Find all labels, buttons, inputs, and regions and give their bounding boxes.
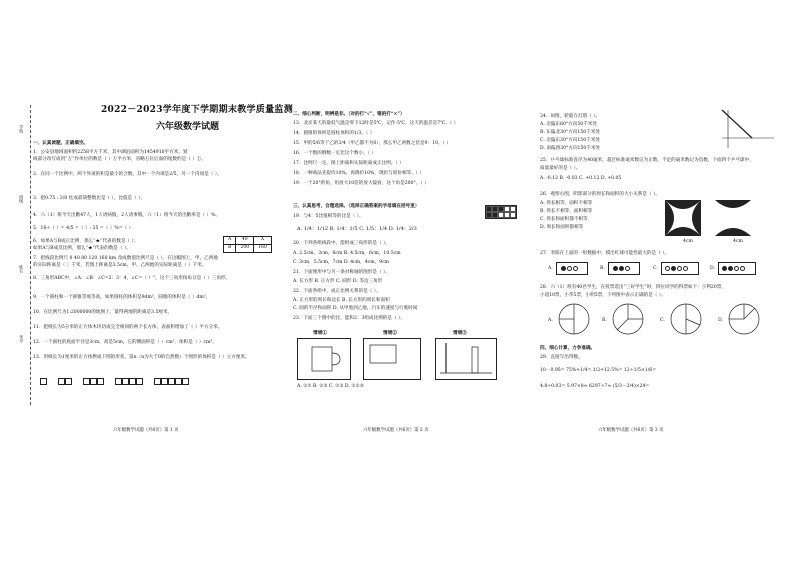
scenario-box-2: [363, 338, 421, 380]
pie-option-d: [728, 303, 760, 335]
question-line: A. -0.12 B. -0.03 C. +0.12 D. +0.05: [540, 176, 622, 181]
question-line: 4．六（1）班今天出勤47人，1人请病假，2人请事假，六（1）班今天的出勤率是（ ）%。: [33, 213, 221, 218]
cube-shape: [83, 378, 90, 385]
red-ball: [728, 266, 733, 271]
question-line: 10．在比例尺为1:2000000的地图上，量得两地的距离是3.5厘米，: [33, 310, 173, 315]
question-line: 2．在同一个比例中，两个外项的积是最小的合数，其中一个内项是2/5，另一个内项是（ ）。: [33, 172, 222, 177]
option-label: B.: [602, 318, 607, 323]
question-line: 的实际距离是（ ）千米，若图上距离是3.5cm，甲、乙两地的实际距离是（ ）千米。: [33, 263, 207, 268]
table-cell: A: [224, 237, 236, 245]
question-line: 20．下列各组线段中，能组成三角形的是（ ）。: [293, 241, 390, 246]
white-ball: [625, 266, 630, 271]
cube-shape: [115, 378, 122, 385]
question-line: B. 周长不相等，面积相等: [540, 209, 593, 214]
scenario-label-1: 情境①: [313, 331, 327, 336]
question-line: C. 周长和面积都不相等: [540, 217, 588, 222]
cube-shape: [168, 378, 175, 385]
table-cell: B: [224, 245, 236, 253]
binding-strip: [18, 105, 31, 405]
answer-options: A. 1/4：1/12 B. 1/4：1/5 C. 1/5：1/4 D. 1/4：2/3: [297, 226, 417, 232]
question-line: 小超10票，小华5票，小明5票，下列图中表示正确的是（ ）。: [540, 293, 666, 298]
page-footer: 六年级数学试题（共6页）第 3 页: [598, 428, 664, 433]
cube-shape: [122, 378, 129, 385]
question-line: 6．如果A与B成正比例，那么“★”代表的数是（ ）；: [33, 239, 139, 244]
question-line: 16．一个数的倒数一定比这个数小。（ ）: [293, 151, 377, 156]
question-line: A. 2.5cm，3cm，6cm B. 4.5cm，6cm，10.5cm: [293, 251, 401, 256]
white-ball: [567, 266, 572, 271]
question-line: 8．三角形ABC中，∠A：∠B：∠C=2：3：4，∠C=（ ）°，这个三角形按角分是（ ）三角形。: [33, 276, 231, 281]
option-label: C.: [653, 266, 658, 271]
side-label-class: 班级: [19, 195, 25, 203]
page-footer: 六年级数学试题（共6页）第 2 页: [363, 428, 429, 433]
section-heading-4: 四、细心计算，力争准确。: [540, 346, 596, 351]
exam-title: 2022－2023学年度下学期期末教学质量监测: [101, 105, 293, 115]
question-line: A. 北偏东60°方向50千米处: [540, 122, 597, 127]
cube-shape: [175, 378, 182, 385]
cube-shape: [40, 378, 47, 385]
shaded-squares-figure: [665, 200, 765, 244]
scenario-box-1: [297, 338, 351, 380]
cube-shape: [90, 378, 97, 385]
question-line: 23．下面三个图中的比，能和2：3组成比例的是（ ）。: [293, 316, 405, 321]
question-line: 21．下面图形中与另一条对称轴的图形是（ ）。: [293, 270, 390, 275]
question-line: 26．观察右图，阴影部分的周长和面积的大小关系是（ ）。: [540, 192, 660, 197]
question-line: 29．直接写出得数。: [540, 355, 583, 360]
option-label: B.: [600, 266, 605, 271]
side-label-name: 姓名: [19, 265, 25, 273]
question-line: 3．把0.75 : 3/8 化成最简整数比是（ ），比值是（ ）。: [33, 196, 146, 201]
red-ball: [561, 266, 566, 271]
exam-page-1: [18, 0, 293, 561]
exam-page-2: [293, 0, 543, 561]
question-line: A. 周长相等，面积不相等: [540, 201, 593, 206]
cube-shape: [58, 378, 65, 385]
red-ball: [619, 266, 624, 271]
fraction-grid-figure: [485, 205, 517, 219]
question-line: C. 北偏东30°方向150千米处: [540, 138, 600, 143]
white-ball: [740, 266, 745, 271]
option-label: A.: [548, 266, 553, 271]
question-line: 13．用棱长为1厘米的正方体摆成下图的形状，第n（n为大于0的自然数）个图形的体积是（ ）立方厘米。: [33, 355, 250, 360]
pencil-height-drawing: [436, 339, 496, 379]
scenario-label-2: 情境②: [383, 331, 397, 336]
answer-options: A. ①② B. ②③ C. ①③ D. ①②③: [297, 384, 364, 389]
dimension-label: 4cm: [733, 239, 743, 244]
question-line: 28．六（1）班有40名学生，在投票选出“三好学生”时，四位同学的得票如下：小利20票，: [540, 285, 726, 290]
calc-row: 10－0.95= 75%+1/4= 1/2+12.5%= 12÷1/5×1/6=: [540, 368, 657, 373]
question-line: 19．一个20°的角，用放大10倍的放大镜看，这个角是200°。（ ）: [293, 181, 429, 186]
side-label-school: 学校: [19, 125, 25, 133]
mug-drawing: [298, 339, 350, 379]
question-line: 25．乒乓球标准直径为40毫米，超过标准毫米数记为正数，不足的毫米数记为负数，下面四个乒乓球中，: [540, 158, 754, 163]
ab-proportion-table: [223, 236, 272, 253]
question-line: 27．李阳在上面的一组数据中，摸出红球可能性最大的是（ ）。: [540, 251, 670, 256]
question-line: 线部分改写成用“万”作单位的数是（ ）万平方米，省略万位后面的尾数约是（ ）万。: [33, 157, 206, 162]
lighthouse-direction-figure: [718, 108, 778, 153]
question-line: 12．一个圆柱的底面半径是3cm，高是5cm，它的侧面积是（ ）cm²，体积是（ ）cm³。: [33, 340, 217, 345]
calc-row: 4.8÷0.03= 5.97×8≈ 6297÷7≈ (5/3－3/4)×24=: [540, 384, 650, 389]
grid-cell: [510, 212, 516, 218]
question-line: 11．把棱长为5分米的正方体木块切成完全相同的两个长方体，表面积增加了（ ）平方分米。: [33, 325, 223, 330]
question-line: 7．把线段比例尺 0 40 80 120 160 km 改成数值比例尺是（ ），在这幅图上，甲、乙两地: [33, 256, 218, 261]
pie-option-a: [558, 303, 590, 335]
cube-shape: [182, 378, 189, 385]
option-label: C.: [660, 318, 665, 323]
cube-shape: [97, 378, 104, 385]
cube-shape: [129, 378, 136, 385]
table-cell: 160: [254, 245, 272, 253]
white-ball: [734, 266, 739, 271]
question-line: 18．一种商品先提价10%，再降价10%，现价与原价相等。（ ）: [293, 171, 425, 176]
question-line: 22．下面各组中，成正比例关系的是（ ）。: [293, 289, 381, 294]
cube-shape: [136, 378, 143, 385]
question-line: 14．圆锥的体积是圆柱体积的1/3。（ ）: [293, 131, 375, 136]
question-line: B. 东偏北30°方向150千米处: [540, 130, 600, 135]
pie-option-c: [670, 303, 702, 335]
question-line: 5．16÷（ ）= 4/5 =（ ）: 35 =（ ）%=（ ）: [33, 226, 134, 231]
question-line: 13．北京某天的最低气温是零下12时是5℃，记作-5℃，这天的温差是7℃。（ ）: [293, 121, 459, 126]
cube-shape: [65, 378, 72, 385]
question-line: D. 南偏西30°方向150千米处: [540, 146, 601, 151]
red-ball: [722, 266, 727, 271]
option-label: A.: [548, 318, 553, 323]
page-footer: 六年级数学试题（共6页）第 1 页: [113, 428, 179, 433]
question-line: A. 正方形的周长和边长 B. 长方形的周长和面积: [293, 298, 390, 303]
cube-shape: [154, 378, 161, 385]
question-line: C. 3cm，5.5cm，7cm D. 4cm，4cm，9cm: [293, 260, 390, 265]
scenario-box-3: [435, 338, 497, 380]
table-cell: X: [254, 237, 272, 245]
red-ball: [613, 266, 618, 271]
question-line: 19．与4：5比值相等的比是（ ）。: [293, 214, 364, 219]
option-label: D.: [718, 318, 723, 323]
white-ball: [665, 266, 670, 271]
question-line: 17．比例尺一定，图上距离和实际距离成正比例。（ ）: [293, 161, 404, 166]
pie-option-b: [612, 303, 644, 335]
question-line: C. 圆的半径和面积 D. 从甲地到乙地，汽车的速度与行驶时间: [293, 306, 418, 311]
question-line: 15．甲的5/6等于乙的3/4（甲乙都不为0），那么甲乙两数之比是9：10。（ ）: [293, 141, 451, 146]
section-heading-2: 二、细心判断，明辨是非。（对的打“√”，错的打“×”）: [293, 112, 405, 117]
option-label: D.: [710, 266, 715, 271]
question-line: 1．公安县地域面积约2258平方千米，其中湖泊面积为1454910平方米，划: [33, 150, 188, 155]
section-heading-3: 三、认真思考，合理选择。（选择正确答案的字母填在括号里）: [293, 204, 420, 209]
question-line: D. 周长和面积都相等: [540, 225, 584, 230]
question-line: 24．如图，轮船在灯塔（ ）。: [540, 114, 601, 119]
exam-page-3: [540, 0, 780, 561]
question-line: 质量最好的是（ ）。: [540, 166, 581, 171]
dimension-label: 4cm: [683, 239, 693, 244]
exam-subtitle: 六年级数学试题: [156, 122, 220, 132]
section-heading-1: 一、认真读题，正确填空。: [33, 141, 89, 146]
scenario-label-3: 情境③: [453, 331, 467, 336]
white-ball: [683, 266, 688, 271]
white-ball: [573, 266, 578, 271]
question-line: A. 长方形 B. 正方形 C. 圆形 D. 等边三角形: [293, 279, 383, 284]
question-line: 如果A与B成反比例，那么“★”代表的数是（ ）。: [33, 246, 131, 251]
white-ball: [677, 266, 682, 271]
cube-shape: [161, 378, 168, 385]
table-cell: 40: [236, 237, 254, 245]
red-ball: [671, 266, 676, 271]
rectangle-drawing: [364, 339, 420, 379]
table-cell: 200: [236, 245, 254, 253]
side-label-id: 考号: [19, 335, 25, 343]
question-line: 9．一个圆柱和一个圆锥等底等高，如果圆柱的体积是9dm³，圆锥的体积是（ ）dm³。: [33, 295, 211, 300]
